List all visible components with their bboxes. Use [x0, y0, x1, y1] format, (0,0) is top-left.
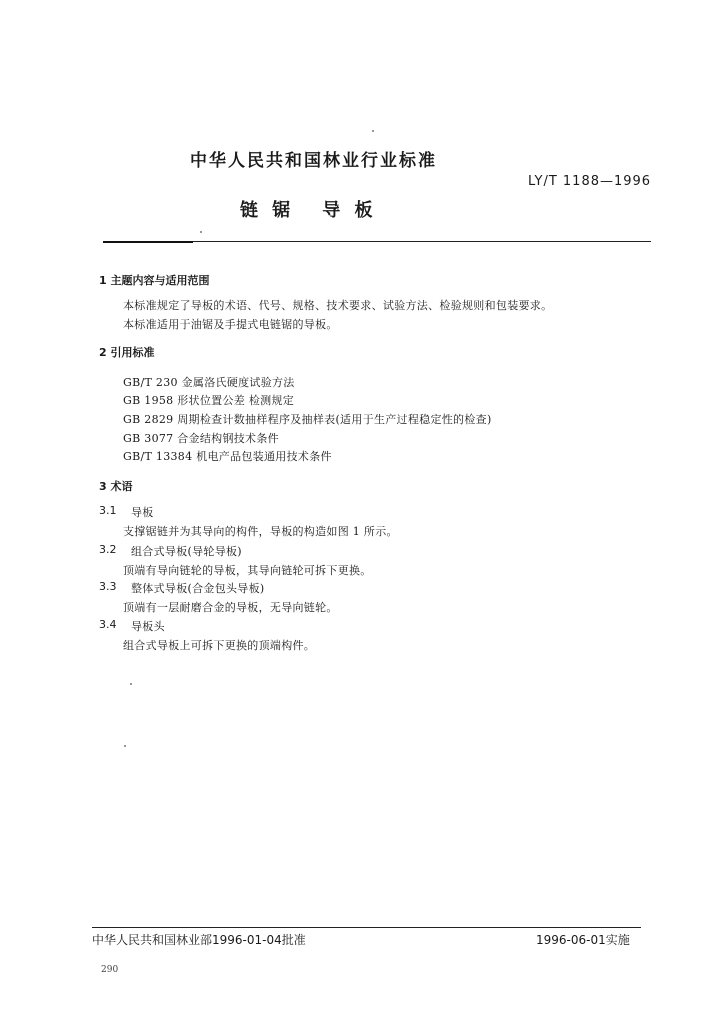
term-number: 3.2 — [99, 543, 117, 556]
scope-paragraph-2: 本标准适用于油锯及手提式电链锯的导板。 — [123, 318, 338, 331]
reference-item: GB/T 230 金属洛氏硬度试验方法 — [123, 376, 295, 389]
term-name: 组合式导板(导轮导板) — [131, 545, 242, 558]
reference-item: GB/T 13384 机电产品包装通用技术条件 — [123, 450, 332, 463]
issuing-body-title: 中华人民共和国林业行业标准 — [190, 151, 437, 171]
header-rule-accent — [103, 241, 193, 243]
term-definition: 组合式导板上可拆下更换的顶端构件。 — [123, 639, 316, 652]
scope-paragraph-1: 本标准规定了导板的术语、代号、规格、技术要求、试验方法、检验规则和包装要求。 — [123, 299, 553, 312]
term-definition: 支撑锯链并为其导向的构件，导板的构造如图 1 所示。 — [123, 525, 398, 538]
term-definition: 顶端有导向链轮的导板，其导向链轮可拆下更换。 — [123, 564, 372, 577]
scan-speck — [372, 130, 374, 132]
section-heading-scope: 1 主题内容与适用范围 — [99, 274, 210, 287]
document-title-part2: 导 板 — [322, 200, 377, 221]
document-title-part1: 链 锯 — [240, 200, 295, 221]
standard-code: LY/T 1188—1996 — [528, 174, 652, 189]
page-number: 290 — [101, 965, 119, 975]
term-number: 3.4 — [99, 618, 117, 631]
reference-item: GB 2829 周期检查计数抽样程序及抽样表(适用于生产过程稳定性的检查) — [123, 413, 492, 426]
scan-speck — [130, 683, 132, 685]
document-title — [240, 196, 377, 222]
scan-speck — [124, 745, 126, 747]
footer-rule — [92, 927, 641, 928]
term-name: 整体式导板(合金包头导板) — [131, 582, 265, 595]
approval-statement: 中华人民共和国林业部1996-01-04批准 — [92, 933, 306, 947]
section-heading-terms: 3 术语 — [99, 480, 133, 493]
reference-item: GB 1958 形状位置公差 检测规定 — [123, 394, 295, 407]
term-name: 导板 — [131, 506, 154, 519]
reference-item: GB 3077 合金结构钢技术条件 — [123, 432, 279, 445]
term-number: 3.3 — [99, 580, 117, 593]
section-heading-references: 2 引用标准 — [99, 346, 155, 359]
term-number: 3.1 — [99, 504, 117, 517]
scan-speck — [200, 231, 202, 233]
implementation-date: 1996-06-01实施 — [536, 933, 630, 947]
term-definition: 顶端有一层耐磨合金的导板，无导向链轮。 — [123, 601, 338, 614]
term-name: 导板头 — [131, 620, 165, 633]
